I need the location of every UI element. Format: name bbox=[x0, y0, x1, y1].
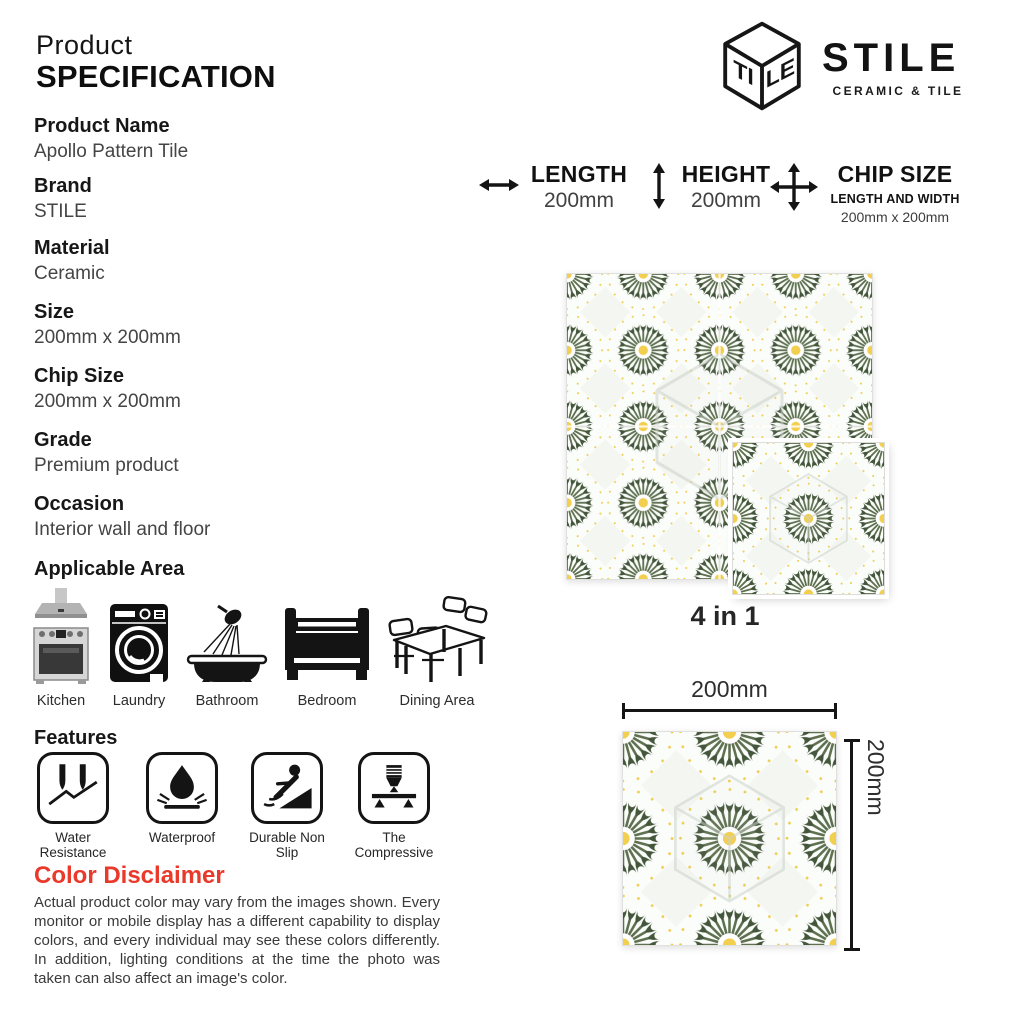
dim-height: HEIGHT 200mm bbox=[681, 161, 771, 212]
tile-cube-icon bbox=[716, 20, 808, 112]
area-item-bathroom bbox=[184, 604, 270, 709]
brand-logo bbox=[716, 20, 808, 112]
area-item-laundry bbox=[104, 602, 174, 709]
area-item-dining bbox=[384, 596, 490, 709]
waterproof-icon bbox=[146, 752, 218, 824]
svg-text:TI: TI bbox=[733, 55, 754, 92]
feature-compressive bbox=[344, 752, 444, 861]
width-measure-tick-left bbox=[622, 703, 625, 719]
dining-table-icon bbox=[386, 596, 488, 684]
feature-non-slip bbox=[248, 752, 326, 861]
feature-waterproof bbox=[134, 752, 230, 845]
area-item-bedroom bbox=[280, 606, 374, 709]
area-label: Laundry bbox=[112, 693, 166, 709]
water-resistance-icon bbox=[37, 752, 109, 824]
area-item-kitchen bbox=[28, 588, 94, 709]
height-measure-tick-top bbox=[844, 739, 860, 742]
area-label: Bedroom bbox=[297, 693, 357, 709]
area-label: Dining Area bbox=[399, 693, 475, 709]
tile-height-label: 200mm bbox=[863, 739, 889, 816]
applicable-area-row bbox=[28, 588, 490, 709]
spec-chip-size: Chip Size 200mm x 200mm bbox=[34, 365, 181, 412]
width-measure-line bbox=[622, 709, 837, 712]
feature-label: Durable Non Slip bbox=[249, 830, 325, 861]
spec-grade: Grade Premium product bbox=[34, 429, 179, 476]
bed-icon bbox=[282, 606, 372, 684]
features-row bbox=[30, 752, 444, 861]
page-title-line1: Product bbox=[36, 30, 133, 60]
brand-tagline: CERAMIC & TILE bbox=[832, 84, 964, 98]
feature-label: The Compressive bbox=[354, 830, 434, 861]
tile-width-label: 200mm bbox=[691, 676, 768, 702]
spec-brand: Brand STILE bbox=[34, 175, 92, 222]
four-in-one-label: 4 in 1 bbox=[690, 601, 760, 631]
non-slip-icon bbox=[251, 752, 323, 824]
disclaimer-body: Actual product color may vary from the images shown. Every monitor or mobile display has a different capability to display colors, and every individual may see these colors differently. In addition, lighting conditions at the time the photo was taken can also affect an image's color. bbox=[34, 894, 440, 988]
features-heading: Features bbox=[34, 727, 118, 749]
height-measure-tick-bottom bbox=[844, 948, 860, 951]
height-measure-line bbox=[850, 739, 853, 951]
stove-icon bbox=[32, 588, 90, 684]
dim-chip-size: CHIP SIZE LENGTH AND WIDTH 200mm x 200mm bbox=[830, 161, 960, 225]
brand-name: STILE bbox=[822, 36, 961, 80]
disclaimer-heading: Color Disclaimer bbox=[34, 862, 225, 889]
feature-water-resistance bbox=[30, 752, 116, 861]
bathtub-icon bbox=[186, 604, 268, 684]
arrow-four-way-icon bbox=[770, 163, 818, 211]
svg-text:LE: LE bbox=[765, 53, 796, 94]
spec-material: Material Ceramic bbox=[34, 237, 110, 284]
feature-label: Water Resistance bbox=[39, 830, 107, 861]
washing-machine-icon bbox=[108, 602, 170, 684]
area-label: Bathroom bbox=[195, 693, 259, 709]
applicable-area-heading: Applicable Area bbox=[34, 558, 185, 580]
spec-occasion: Occasion Interior wall and floor bbox=[34, 493, 211, 540]
dim-length: LENGTH 200mm bbox=[530, 161, 628, 212]
tile-image-single-overlay bbox=[732, 442, 885, 595]
arrow-horizontal-icon bbox=[479, 174, 519, 196]
arrow-vertical-icon bbox=[648, 163, 670, 209]
spec-size: Size 200mm x 200mm bbox=[34, 301, 181, 348]
compressive-icon bbox=[358, 752, 430, 824]
tile-image-single bbox=[622, 731, 837, 946]
page-title-line2: SPECIFICATION bbox=[36, 59, 276, 94]
width-measure-tick-right bbox=[834, 703, 837, 719]
area-label: Kitchen bbox=[36, 693, 86, 709]
feature-label: Waterproof bbox=[148, 830, 216, 845]
spec-product-name: Product Name Apollo Pattern Tile bbox=[34, 115, 189, 162]
